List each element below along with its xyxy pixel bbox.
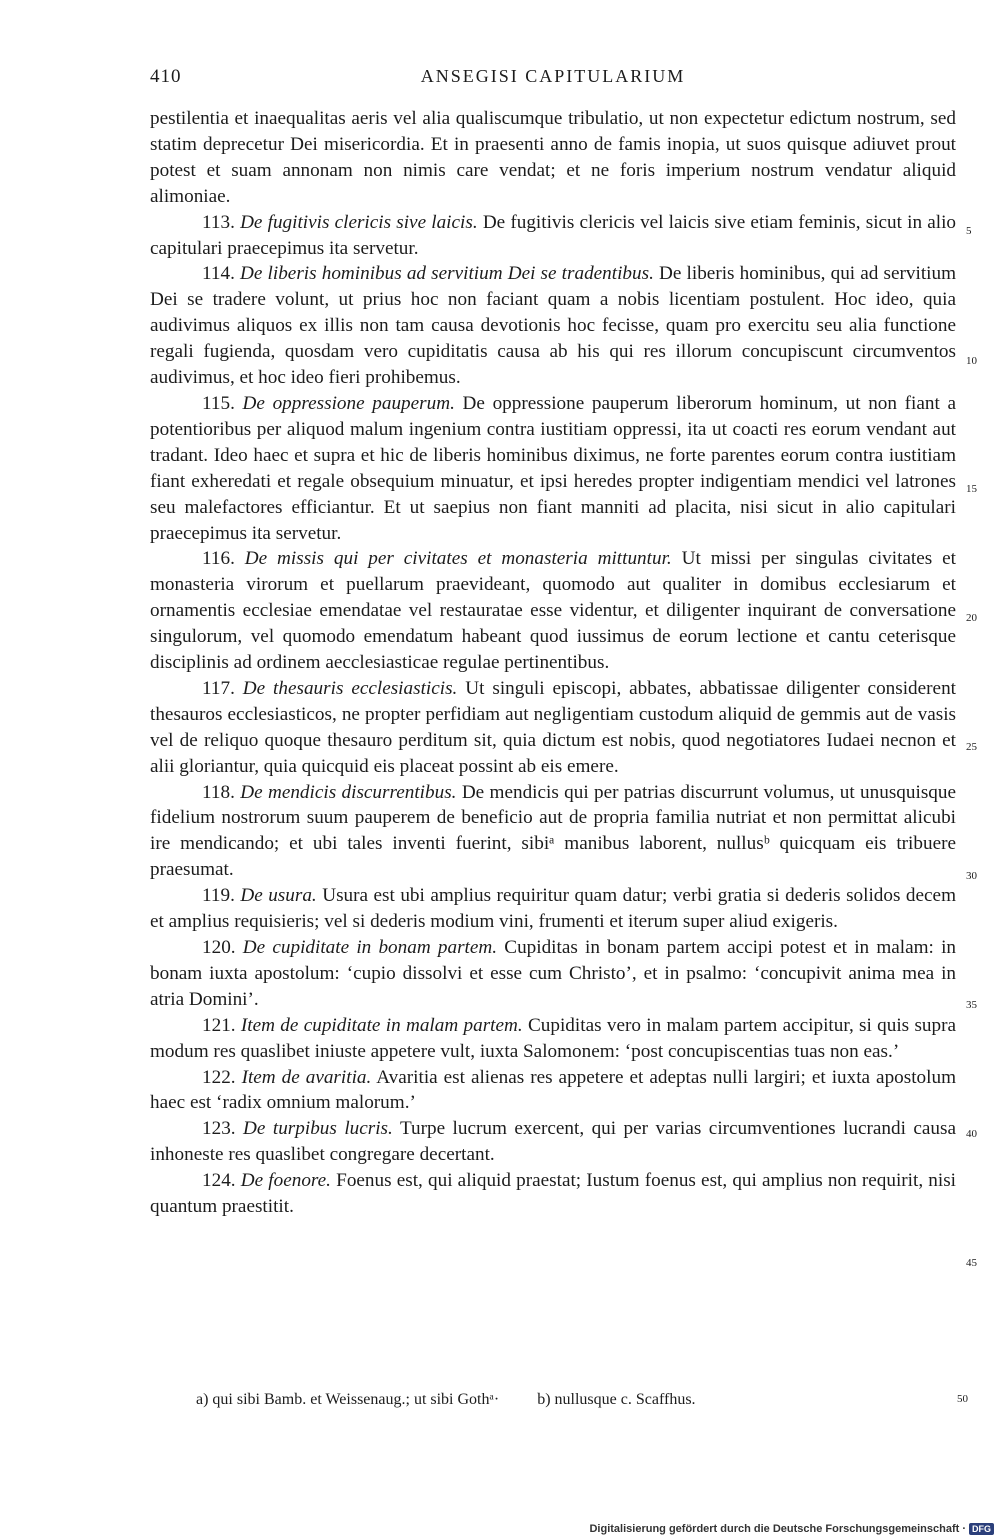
footnote-a: a) qui sibi Bamb. et Weissenaug.; ut sibi Gothᵃ· <box>196 1391 500 1408</box>
line-number: 10 <box>966 355 977 367</box>
chapter-title: De foenore. <box>240 1170 331 1192</box>
chapter-number: 121. <box>202 1014 236 1036</box>
line-number: 45 <box>966 1257 977 1269</box>
opening-paragraph: pestilentia et inaequalitas aeris vel alia qualiscumque tribulatio, ut non expectetur edictum nostrum, sed statim deprecetur Dei misericordia. Et in praesenti anno de famis inopia, ut suos quisque adiuvet prout potest et suam annonam non nimis care vendat; et ne foris imperium nostrum vendatur aliquid alimoniae. <box>150 108 956 207</box>
chapter-title: De thesauris ecclesiasticis. <box>242 677 458 699</box>
line-number: 20 <box>966 612 977 624</box>
dfg-logo: DFG <box>969 1523 994 1535</box>
chapter-120 <box>150 935 956 1013</box>
chapter-text: Ut missi per singulas civitates et monasteria virorum et puellarum praevideant, quomodo aut qualiter in domibus ecclesiarum et ornamentis ecclesiae emendatae vel restauratae esse videntur, et diligenter inquirant de conversatione singulorum, vel quomodo emendatum habeant quod iussimus de eorum lectione et cantu ceterisque disciplinis ad ordinem aecclesiasticae regulae pertinentibus. <box>150 548 956 674</box>
line-number: 35 <box>966 999 977 1011</box>
chapter-text: De liberis hominibus, qui ad servitium Dei se tradere volunt, ut prius hoc non faciant quam a nobis licentiam postulent. Hoc ideo, quia audivimus aliquos ex illis non tam causa devotionis hoc fecisse, quam pro exercitu seu alia functione regali fugienda, quosdam vero cupiditatis causa ab his qui res illorum concupiscunt circumventos audivimus, et hoc ideo fieri prohibemus. <box>150 263 957 389</box>
chapter-116 <box>150 546 956 676</box>
chapter-number: 116. <box>202 548 235 570</box>
chapter-number: 118. <box>202 781 235 803</box>
body-text <box>150 106 956 1220</box>
chapter-115 <box>150 391 956 546</box>
chapter-text: Avaritia est alienas res appetere et adeptas nulli largiri; et iuxta apostolum haec est ‘radix omnium malorum.’ <box>150 1066 956 1114</box>
chapter-118 <box>150 780 956 884</box>
running-header <box>150 66 956 90</box>
line-number: 40 <box>966 1128 977 1140</box>
chapter-text: De oppressione pauperum liberorum hominum, ut non fiant a potentioribus per aliquod malum ingenium contra iustitiam oppressi, ita ut coacti res eorum vendant aut tradant. Ideo haec et supra et hic de liberis hominibus diximus, ne forte parentes eorum contra iustitiam fiant exheredati et regale obsequium minuatur, et ipsi heredes propter indigentiam mendici vel latrones seu malefactores efficiantur. Et ut saepius non fiant manniti ad placita, nisi sicut in alio capitulari praecepimus ita servetur. <box>150 392 957 544</box>
chapter-119 <box>150 883 956 935</box>
chapter-122 <box>150 1065 956 1117</box>
chapter-number: 113. <box>202 211 235 233</box>
chapter-title: De usura. <box>240 885 317 907</box>
footnotes <box>196 1390 956 1410</box>
chapter-text: De mendicis qui per patrias discurrunt volumus, ut unusquisque fidelium nostrorum suum pauperem de beneficio aut de propria familia nutriat et non permittat alicubi ire mendicando; et ubi tales inventi fuerint, sibiᵃ manibus laborent, nullusᵇ quicquam eis tribuere praesumat. <box>150 781 956 881</box>
chapter-text: Turpe lucrum exercent, qui per varias circumventiones lucrandi causa inhoneste res quaslibet congregare decertant. <box>150 1118 957 1166</box>
chapter-text: Ut singuli episcopi, abbates, abbatissae diligenter considerent thesauros ecclesiasticos, ne propter perfidiam aut negligentiam custodum aliquid de gemmis aut de vasis vel de reliquo quoque thesauro perditum sit, quia dictum est nobis, quod negotiatores Iudaei necnon et alii gloriantur, quia quicquid eis placeat possint ab eis emere. <box>150 677 956 777</box>
chapter-114 <box>150 261 956 391</box>
chapter-title: De liberis hominibus ad servitium Dei se tradentibus. <box>240 263 654 285</box>
chapter-number: 117. <box>202 677 235 699</box>
line-number: 25 <box>966 741 977 753</box>
chapter-number: 124. <box>202 1170 236 1192</box>
chapter-text: Cupiditas in bonam partem accipi potest et in malam: in bonam iuxta apostolum: ‘cupio dissolvi et esse cum Christo’, et in psalmo: ‘concupivit anima mea in atria Domini’. <box>150 937 957 1010</box>
chapter-123 <box>150 1116 956 1168</box>
chapter-title: De cupiditate in bonam partem. <box>242 937 498 958</box>
chapter-text: De fugitivis clericis vel laicis sive etiam feminis, sicut in alio capitulari praecepimus ita servetur. <box>150 211 957 259</box>
chapter-text: Usura est ubi amplius requiritur quam datur; verbi gratia si dederis solidos decem et amplius requisieris; vel si dederis modium vini, frumenti et iterum super aliud exigeris. <box>150 885 956 933</box>
line-number: 30 <box>966 870 977 882</box>
chapter-title: Item de cupiditate in malam partem. <box>240 1014 523 1036</box>
credit-text: Digitalisierung gefördert durch die Deutsche Forschungsgemeinschaft · <box>589 1523 966 1535</box>
chapter-title: De mendicis discurrentibus. <box>240 781 457 803</box>
running-title: ANSEGISI CAPITULARIUM <box>420 66 686 86</box>
page-number: 410 <box>150 66 182 87</box>
chapter-number: 123. <box>202 1118 236 1140</box>
chapter-title: De oppressione pauperum. <box>242 392 455 414</box>
footnote-b: b) nullusque c. Scaffhus. <box>537 1391 696 1408</box>
chapter-121 <box>150 1013 956 1065</box>
chapter-title: De missis qui per civitates et monasteria mittuntur. <box>244 548 672 570</box>
footnote-line-number: 50 <box>957 1393 968 1405</box>
chapter-number: 119. <box>202 885 235 907</box>
chapter-number: 115. <box>202 392 235 414</box>
chapter-number: 120. <box>202 937 236 958</box>
chapter-113 <box>150 210 956 262</box>
chapter-title: De turpibus lucris. <box>243 1118 393 1140</box>
chapter-number: 122. <box>202 1066 236 1088</box>
chapter-text: Cupiditas vero in malam partem accipitur, si quis supra modum res quaslibet iniuste appetere vult, iuxta Salomonem: ‘post concupiscentias tuas non eas.’ <box>150 1014 957 1062</box>
digitization-credit <box>589 1523 994 1535</box>
chapter-text: Foenus est, qui aliquid praestat; Iustum foenus est, qui amplius non requirit, nisi quantum praestitit. <box>150 1170 957 1218</box>
chapter-117 <box>150 676 956 780</box>
chapter-124 <box>150 1168 956 1220</box>
chapter-title: Item de avaritia. <box>241 1066 372 1088</box>
chapter-number: 114. <box>202 263 235 285</box>
line-number: 15 <box>966 483 977 495</box>
line-number: 5 <box>966 225 972 237</box>
chapter-title: De fugitivis clericis sive laicis. <box>240 211 478 233</box>
